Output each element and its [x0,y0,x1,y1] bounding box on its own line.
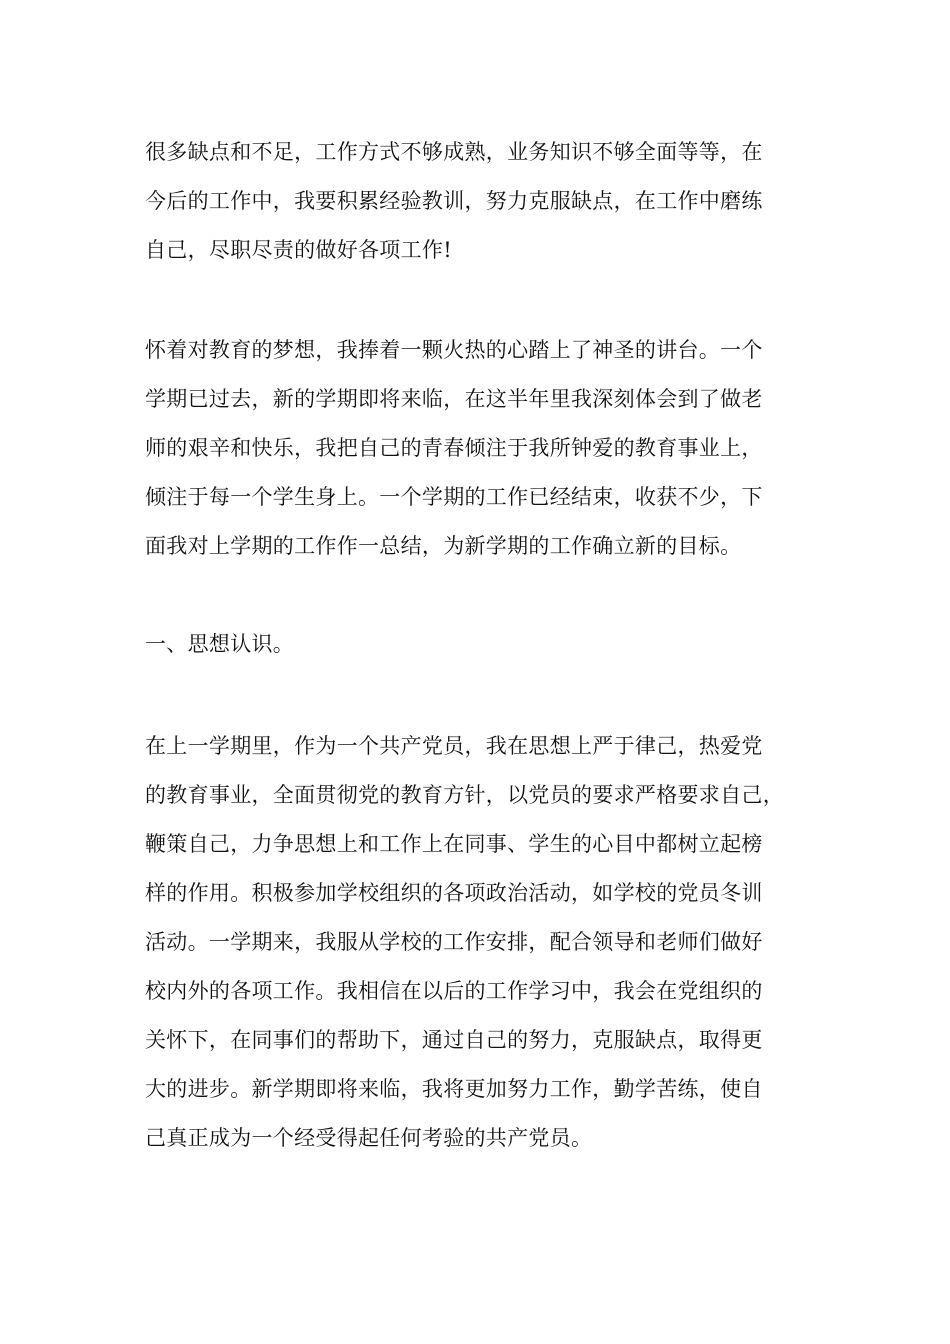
paragraph-line: 今后的工作中，我要积累经验教训，努力克服缺点，在工作中磨练 [145,189,763,213]
paragraph-line: 关怀下，在同事们的帮助下，通过自己的努力，克服缺点，取得更 [145,1028,763,1052]
paragraph-line: 很多缺点和不足，工作方式不够成熟，业务知识不够全面等等，在 [145,140,763,164]
paragraph-line: 样的作用。积极参加学校组织的各项政治活动，如学校的党员冬训 [145,881,763,905]
section-heading-text: 一、思想认识。 [145,632,295,656]
paragraph-line: 学期已过去，新的学期即将来临，在这半年里我深刻体会到了做老 [145,387,763,411]
paragraph-thought-awareness [145,722,815,1163]
paragraph-line: 在上一学期里，作为一个共产党员，我在思想上严于律己，热爱党 [145,734,763,758]
paragraph-line: 怀着对教育的梦想，我捧着一颗火热的心踏上了神圣的讲台。一个 [145,338,763,362]
paragraph-line: 的教育事业，全面贯彻党的教育方针，以党员的要求严格要求自己， [145,783,784,807]
paragraph-line: 倾注于每一个学生身上。一个学期的工作已经结束，收获不少，下 [145,485,763,509]
paragraph-line: 己真正成为一个经受得起任何考验的共产党员。 [145,1126,593,1150]
paragraph-line: 活动。一学期来，我服从学校的工作安排，配合领导和老师们做好 [145,930,763,954]
paragraph-line: 校内外的各项工作。我相信在以后的工作学习中，我会在党组织的 [145,979,763,1003]
paragraph-line: 面我对上学期的工作作一总结，为新学期的工作确立新的目标。 [145,534,742,558]
paragraph-introduction [145,326,815,571]
paragraph-line: 鞭策自己，力争思想上和工作上在同事、学生的心目中都树立起榜 [145,832,763,856]
paragraph-continuation [145,128,815,275]
section-heading [145,620,815,669]
paragraph-line: 大的进步。新学期即将来临，我将更加努力工作，勤学苦练，使自 [145,1077,763,1101]
paragraph-line: 师的艰辛和快乐，我把自己的青春倾注于我所钟爱的教育事业上， [145,436,763,460]
paragraph-line: 自己，尽职尽责的做好各项工作! [145,238,452,262]
